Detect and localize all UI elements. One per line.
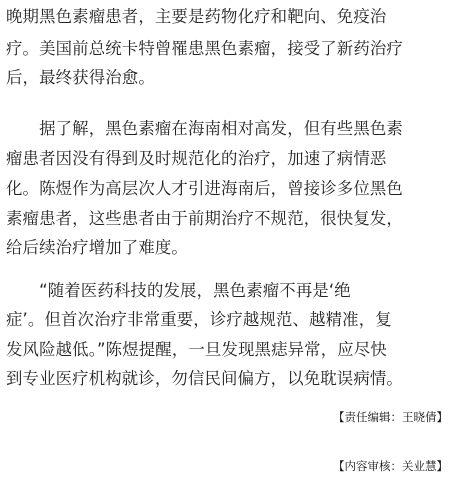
paragraph-line: 据了解，黑色素瘤在海南相对高发，但有些黑色素 [6,119,403,138]
paragraph-line: 疗。美国前总统卡特曾罹患黑色素瘤，接受了新药治疗 [6,39,403,58]
paragraph-line: 后，最终获得治愈。 [6,68,155,87]
paragraph-line: 化。陈煜作为高层次人才引进海南后，曾接诊多位黑色 [6,179,403,198]
paragraph-line: 瘤患者因没有得到及时规范化的治疗，加速了病情恶 [6,149,387,168]
paragraph-line: 给后续治疗增加了难度。 [6,238,188,257]
paragraph-line: 症’。但首次治疗非常重要，诊疗越规范、越精准，复 [6,310,392,329]
paragraph-line: 到专业医疗机构就诊，勿信民间偏方，以免耽误病情。 [6,369,403,388]
reviewer-credit: 【内容审核：关业慧】 [333,459,448,473]
paragraph-line: 素瘤患者，这些患者由于前期治疗不规范，很快复发， [6,209,403,228]
editor-credit: 【责任编辑：王晓倩】 [333,410,448,424]
paragraph-line: 晚期黑色素瘤患者，主要是药物化疗和靶向、免疫治 [6,7,387,26]
paragraph-line: 发风险越低。”陈煜提醒，一旦发现黑痣异常，应尽快 [6,340,387,359]
paragraph-line: “随着医药科技的发展，黑色素瘤不再是‘绝 [6,281,351,300]
